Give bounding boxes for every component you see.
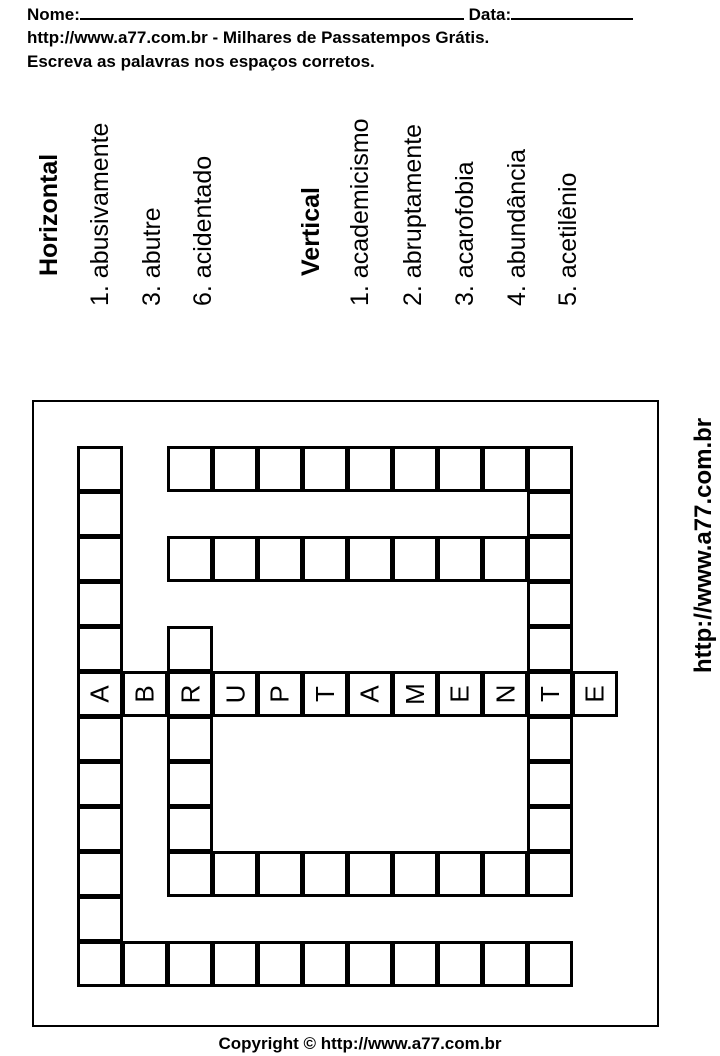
grid-cell[interactable] (347, 851, 393, 897)
copyright: Copyright © http://www.a77.com.br (218, 1034, 502, 1053)
grid-cell[interactable] (302, 851, 348, 897)
date-field[interactable] (511, 3, 633, 20)
grid-letter: U (220, 684, 250, 704)
grid-cell[interactable] (77, 626, 123, 672)
grid-cell[interactable] (167, 716, 213, 762)
grid-cell[interactable] (77, 896, 123, 942)
grid-cell[interactable] (77, 851, 123, 897)
grid-cell[interactable] (482, 536, 528, 582)
grid-cell[interactable] (212, 851, 258, 897)
horizontal-title: Horizontal (35, 153, 63, 276)
grid-cell[interactable] (392, 671, 438, 717)
grid-cell[interactable] (347, 446, 393, 492)
grid-cell[interactable] (527, 671, 573, 717)
grid-cell[interactable] (527, 491, 573, 537)
grid-cell[interactable] (527, 446, 573, 492)
grid-cell[interactable] (392, 536, 438, 582)
grid-cell[interactable] (527, 716, 573, 762)
grid-cell[interactable] (257, 941, 303, 987)
grid-letter: T (534, 686, 565, 702)
grid-cell[interactable] (437, 941, 483, 987)
grid-cell[interactable] (572, 671, 618, 717)
grid-cell[interactable] (437, 446, 483, 492)
grid-cell[interactable] (212, 446, 258, 492)
grid-letter: E (580, 685, 610, 703)
grid-cell[interactable] (167, 446, 213, 492)
grid-cell[interactable] (527, 761, 573, 807)
grid-cell[interactable] (167, 851, 213, 897)
horizontal-clue-1: 1. abusivamente (86, 122, 114, 306)
grid-cell[interactable] (482, 941, 528, 987)
grid-cell[interactable] (77, 806, 123, 852)
date-label: Data: (468, 5, 512, 24)
grid-letter: P (265, 685, 295, 703)
grid-cell[interactable] (122, 671, 168, 717)
grid-cell[interactable] (527, 806, 573, 852)
grid-letter: R (175, 684, 205, 704)
grid-cell[interactable] (482, 446, 528, 492)
grid-cell[interactable] (527, 581, 573, 627)
grid-letter: M (399, 683, 430, 705)
instruction-line: Escreva as palavras nos espaços corretos. (27, 52, 375, 71)
grid-cell[interactable] (212, 941, 258, 987)
vertical-clue-4: 4. abundância (503, 148, 531, 306)
grid-letter: N (490, 684, 520, 704)
grid-cell[interactable] (437, 671, 483, 717)
grid-cell[interactable] (167, 806, 213, 852)
grid-cell[interactable] (482, 851, 528, 897)
grid-cell[interactable] (257, 446, 303, 492)
grid-letter: T (309, 686, 340, 702)
grid-cell[interactable] (527, 536, 573, 582)
site-line: http://www.a77.com.br - Milhares de Passatempos Grátis. (27, 28, 490, 47)
grid-cell[interactable] (302, 671, 348, 717)
grid-cell[interactable] (77, 581, 123, 627)
grid-cell[interactable] (347, 536, 393, 582)
vertical-clue-5: 5. acetilênio (554, 172, 582, 306)
grid-letter: B (130, 685, 160, 703)
grid-cell[interactable] (167, 671, 213, 717)
name-label: Nome: (27, 5, 80, 24)
grid-cell[interactable] (392, 941, 438, 987)
vertical-clue-3: 3. acarofobia (451, 161, 479, 306)
grid-cell[interactable] (257, 536, 303, 582)
grid-cell[interactable] (212, 536, 258, 582)
side-url: http://www.a77.com.br (690, 417, 717, 673)
grid-cell[interactable] (437, 536, 483, 582)
grid-letter: E (445, 685, 475, 703)
name-date-line (27, 3, 633, 25)
grid-cell[interactable] (77, 716, 123, 762)
grid-cell[interactable] (392, 851, 438, 897)
horizontal-clue-6: 6. acidentado (189, 155, 217, 306)
grid-cell[interactable] (257, 671, 303, 717)
grid-cell[interactable] (527, 851, 573, 897)
grid-cell[interactable] (167, 941, 213, 987)
grid-cell[interactable] (212, 671, 258, 717)
grid-cell[interactable] (257, 851, 303, 897)
grid-cell[interactable] (302, 941, 348, 987)
grid-cell[interactable] (167, 536, 213, 582)
grid-cell[interactable] (77, 446, 123, 492)
grid-letter: A (85, 685, 115, 703)
grid-cell[interactable] (302, 536, 348, 582)
vertical-clue-1: 1. academicismo (346, 118, 374, 306)
grid-cell[interactable] (77, 671, 123, 717)
grid-cell[interactable] (482, 671, 528, 717)
grid-cell[interactable] (527, 626, 573, 672)
grid-cell[interactable] (77, 941, 123, 987)
grid-letter: A (355, 685, 385, 703)
name-field[interactable] (80, 3, 464, 20)
vertical-clue-2: 2. abruptamente (399, 123, 427, 306)
grid-cell[interactable] (77, 761, 123, 807)
grid-cell[interactable] (392, 446, 438, 492)
grid-cell[interactable] (437, 851, 483, 897)
grid-cell[interactable] (77, 536, 123, 582)
vertical-title: Vertical (297, 187, 325, 276)
grid-cell[interactable] (77, 491, 123, 537)
grid-cell[interactable] (527, 941, 573, 987)
grid-cell[interactable] (167, 626, 213, 672)
grid-cell[interactable] (347, 671, 393, 717)
grid-cell[interactable] (167, 761, 213, 807)
grid-cell[interactable] (347, 941, 393, 987)
horizontal-clue-3: 3. abutre (138, 207, 166, 306)
grid-cell[interactable] (122, 941, 168, 987)
grid-cell[interactable] (302, 446, 348, 492)
